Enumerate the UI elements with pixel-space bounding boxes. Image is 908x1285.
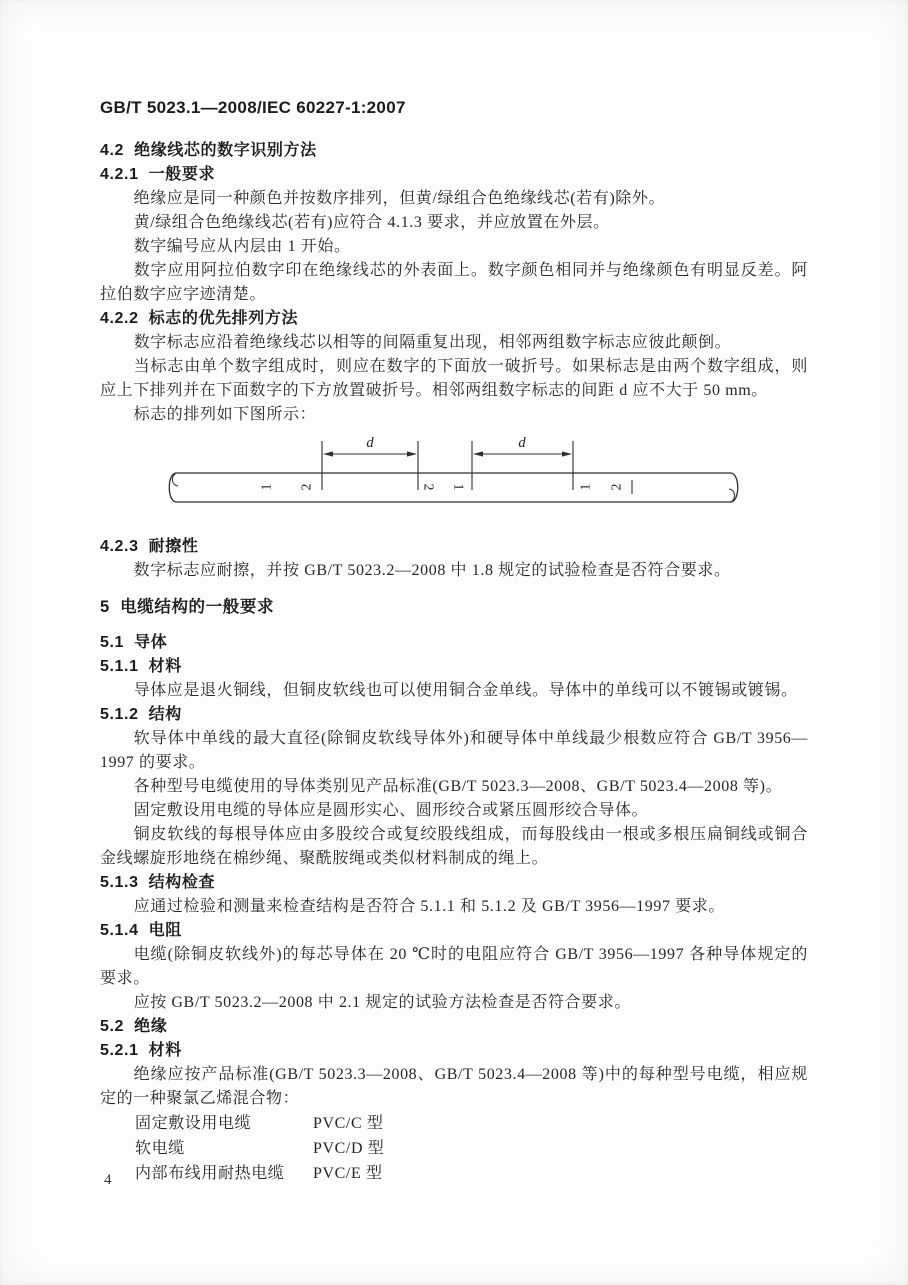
cable-marking-figure — [100, 427, 808, 535]
clause-heading-4-2: 4.2 绝缘线芯的数字识别方法 — [100, 142, 317, 159]
marking-digit: 2 — [299, 483, 315, 491]
paragraph: 数字标志应耐擦，并按 GB/T 5023.2—2008 中 1.8 规定的试验检查是否符合要求。 — [133, 562, 731, 579]
clause-heading-5-1-4: 5.1.4 电阻 — [100, 922, 182, 939]
paragraph: 导体应是退火铜线，但铜皮软线也可以使用铜合金单线。导体中的单线可以不镀锡或镀锡。 — [133, 682, 798, 699]
clause-heading-5-1-1: 5.1.1 材料 — [100, 658, 182, 675]
paragraph: 数字编号应从内层由 1 开始。 — [133, 238, 351, 255]
marking-group-3 — [579, 480, 633, 494]
marking-digit: 1 — [450, 483, 466, 491]
marking-digit: 2 — [609, 483, 625, 491]
standard-number-header: GB/T 5023.1—2008/IEC 60227-1:2007 — [100, 98, 406, 117]
pvc-type-value: PVC/D 型 — [313, 1140, 385, 1157]
dimension-label-d: d — [518, 435, 526, 451]
paragraph: 应通过检验和测量来检查结构是否符合 5.1.1 和 5.1.2 及 GB/T 3956—1997 要求。 — [133, 898, 725, 915]
page-number: 4 — [104, 1172, 112, 1188]
paragraph: 数字应用阿拉伯数字印在绝缘线芯的外表面上。数字颜色相同并与绝缘颜色有明显反差。阿拉伯数字应字迹清楚。 — [100, 262, 808, 303]
paragraph: 铜皮软线的每根导体应由多股绞合或复绞股线组成，而每股线由一根或多根压扁铜线或铜合金线螺旋形地绕在棉纱绳、聚酰胺绳或类似材料制成的绳上。 — [100, 826, 808, 867]
marking-digit: 1 — [578, 483, 594, 491]
cable-type-label: 内部布线用耐热电缆 — [135, 1165, 285, 1182]
dimension-label-d: d — [366, 435, 374, 451]
clause-heading-4-2-1: 4.2.1 一般要求 — [100, 166, 216, 183]
cable-type-label: 固定敷设用电缆 — [135, 1115, 252, 1132]
marking-group-2 — [421, 484, 466, 491]
paragraph: 绝缘应是同一种颜色并按数序排列，但黄/绿组合色绝缘线芯(若有)除外。 — [133, 190, 666, 207]
clause-heading-5-1-3: 5.1.3 结构检查 — [100, 874, 216, 891]
paragraph: 固定敷设用电缆的导体应是圆形实心、圆形绞合或紧压圆形绞合导体。 — [133, 802, 649, 819]
clause-heading-5-2-1: 5.2.1 材料 — [100, 1042, 182, 1059]
paragraph: 电缆(除铜皮软线外)的每芯导体在 20 ℃时的电阻应符合 GB/T 3956—1997 各种导体规定的要求。 — [100, 946, 808, 987]
pvc-type-value: PVC/C 型 — [313, 1115, 384, 1132]
paragraph: 绝缘应按产品标准(GB/T 5023.3—2008、GB/T 5023.4—2008 等)中的每种型号电缆，相应规定的一种聚氯乙烯混合物： — [100, 1066, 808, 1107]
paragraph: 标志的排列如下图所示： — [133, 406, 317, 423]
dimension-d-right — [473, 435, 572, 457]
paragraph: 应按 GB/T 5023.2—2008 中 2.1 规定的试验方法检查是否符合要求。 — [133, 994, 631, 1011]
page-content — [100, 99, 808, 1186]
paragraph: 数字标志应沿着绝缘线芯以相等的间隔重复出现，相邻两组数字标志应彼此颠倒。 — [133, 334, 732, 351]
dimension-d-left — [323, 435, 417, 457]
marking-digit: 1 — [259, 483, 275, 491]
clause-heading-5: 5 电缆结构的一般要求 — [100, 598, 275, 616]
pvc-type-row — [100, 1111, 808, 1136]
pvc-type-row — [100, 1136, 808, 1161]
paragraph: 黄/绿组合色绝缘线芯(若有)应符合 4.1.3 要求，并应放置在外层。 — [133, 214, 610, 231]
cable-type-label: 软电缆 — [135, 1140, 185, 1157]
marking-group-1 — [260, 484, 315, 491]
clause-heading-5-1-2: 5.1.2 结构 — [100, 706, 182, 723]
clause-heading-4-2-3: 4.2.3 耐擦性 — [100, 538, 199, 555]
cable-marking-diagram — [100, 427, 808, 535]
marking-digit: 2 — [420, 483, 436, 491]
pvc-type-row — [100, 1161, 808, 1186]
clause-heading-5-2: 5.2 绝缘 — [100, 1018, 168, 1035]
paragraph: 当标志由单个数字组成时，则应在数字的下面放一破折号。如果标志是由两个数字组成，则应上下排列并在下面数字的下方放置破折号。相邻两组数字标志的间距 d 应不大于 50 mm。 — [100, 358, 808, 399]
paragraph: 各种型号电缆使用的导体类别见产品标准(GB/T 5023.3—2008、GB/T 5023.4—2008 等)。 — [133, 778, 783, 795]
clause-heading-4-2-2: 4.2.2 标志的优先排列方法 — [100, 310, 299, 327]
dimension-ticks — [322, 441, 573, 490]
pvc-type-value: PVC/E 型 — [313, 1165, 383, 1182]
clause-heading-5-1: 5.1 导体 — [100, 634, 168, 651]
paragraph: 软导体中单线的最大直径(除铜皮软线导体外)和硬导体中单线最少根数应符合 GB/T 3956—1997 的要求。 — [100, 730, 808, 771]
